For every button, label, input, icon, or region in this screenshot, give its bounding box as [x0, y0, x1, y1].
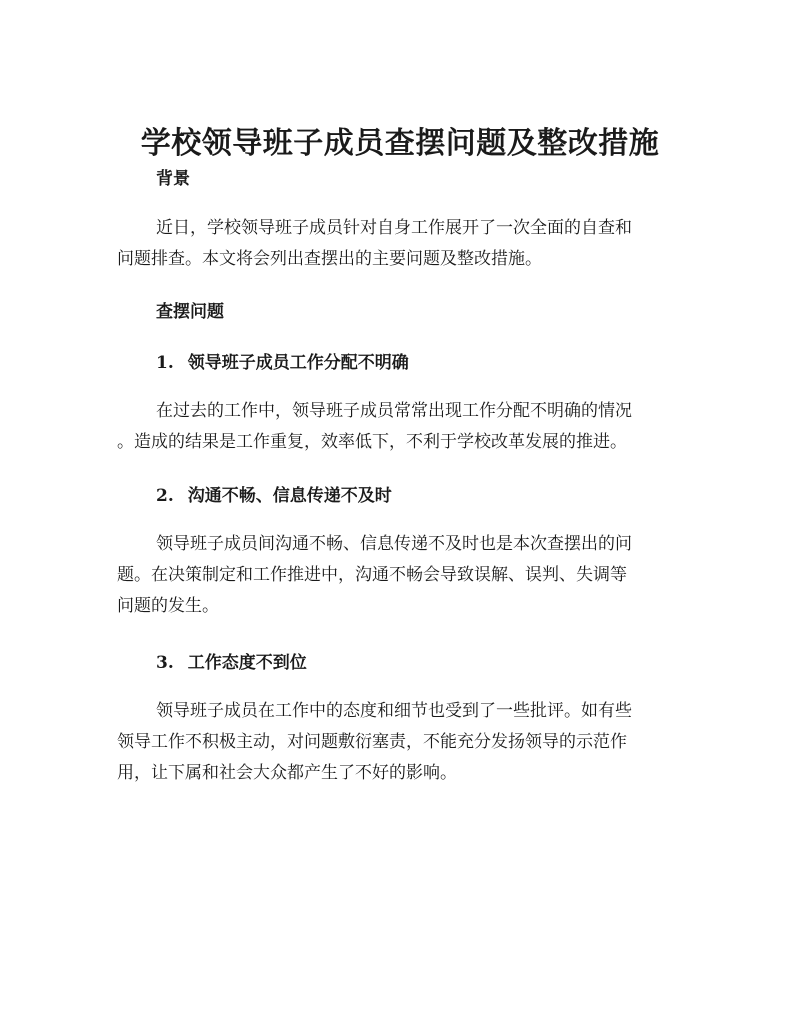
section-heading-background: 背景 — [156, 169, 190, 189]
item-heading-2 — [156, 484, 392, 508]
paragraph-item-3 — [117, 696, 672, 789]
paragraph-line: 。造成的结果是工作重复，效率低下，不利于学校改革发展的推进。 — [117, 432, 627, 452]
paragraph-line: 在过去的工作中，领导班子成员常常出现工作分配不明确的情况 — [156, 401, 632, 421]
paragraph-item-1 — [117, 396, 672, 458]
paragraph-line: 问题排查。本文将会列出查摆出的主要问题及整改措施。 — [117, 249, 542, 269]
paragraph-line: 领导班子成员在工作中的态度和细节也受到了一些批评。如有些 — [156, 701, 632, 721]
paragraph-line: 近日，学校领导班子成员针对自身工作展开了一次全面的自查和 — [156, 218, 632, 238]
paragraph-item-2 — [117, 529, 672, 622]
item-heading-1 — [156, 351, 409, 375]
page-title: 学校领导班子成员查摆问题及整改措施 — [140, 126, 660, 161]
item-number: 2. — [156, 486, 174, 506]
paragraph-line: 问题的发生。 — [117, 596, 219, 616]
paragraph-background — [117, 213, 672, 275]
item-number: 3. — [156, 653, 174, 673]
item-number: 1. — [156, 353, 174, 373]
paragraph-line: 领导工作不积极主动，对问题敷衍塞责，不能充分发扬领导的示范作 — [117, 732, 627, 752]
item-heading-text: 沟通不畅、信息传递不及时 — [187, 486, 392, 506]
paragraph-line: 用，让下属和社会大众都产生了不好的影响。 — [117, 763, 457, 783]
item-heading-text: 领导班子成员工作分配不明确 — [187, 353, 409, 373]
paragraph-line: 题。在决策制定和工作推进中，沟通不畅会导致误解、误判、失调等 — [117, 565, 627, 585]
item-heading-3 — [156, 651, 307, 675]
paragraph-line: 领导班子成员间沟通不畅、信息传递不及时也是本次查摆出的问 — [156, 534, 632, 554]
item-heading-text: 工作态度不到位 — [187, 653, 307, 673]
section-heading-problems: 查摆问题 — [156, 302, 224, 322]
